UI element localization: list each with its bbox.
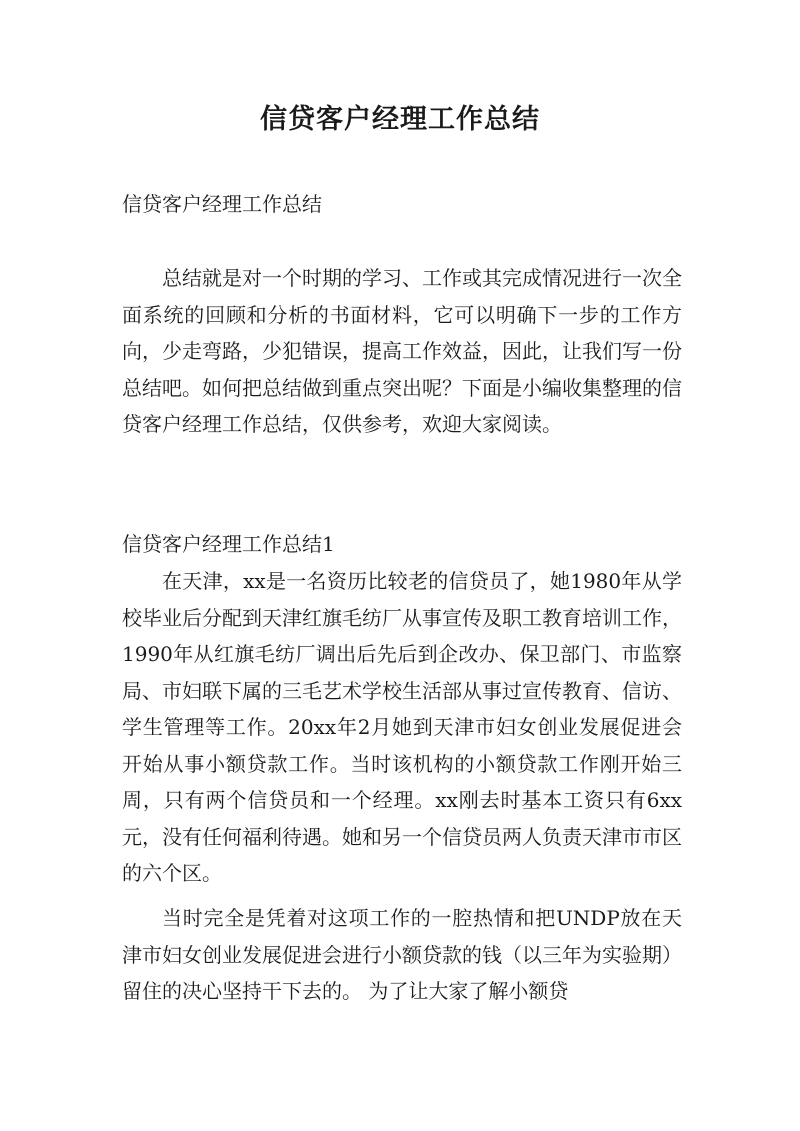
body-paragraph: 在天津，xx是一名资历比较老的信贷员了，她1980年从学校毕业后分配到天津红旗毛纺厂从事宣传及职工教育培训工作，1990年从红旗毛纺厂调出后先后到企改办、保卫部门、市监察局、市妇联下属的三毛艺术学校生活部从事过宣传教育、信访、学生管理等工作。20xx年2月她到天津市妇女创业发展促进会开始从事小额贷款工作。当时该机构的小额贷款工作刚开始三周，只有两个信贷员和一个经理。xx刚去时基本工资只有6xx元，没有任何福利待遇。她和另一个信贷员两人负责天津市市区的六个区。 xyxy=(122,569,682,885)
document-title: 信贷客户经理工作总结 xyxy=(260,104,540,135)
intro-paragraph: 总结就是对一个时期的学习、工作或其完成情况进行一次全面系统的回顾和分析的书面材料，它可以明确下一步的工作方向，少走弯路，少犯错误，提高工作效益，因此，让我们写一份总结吧。如何把总结做到重点突出呢？下面是小编收集整理的信贷客户经理工作总结，仅供参考，欢迎大家阅读。 xyxy=(122,266,682,436)
document-subtitle: 信贷客户经理工作总结 xyxy=(122,192,322,216)
body-paragraph: 当时完全是凭着对这项工作的一腔热情和把UNDP放在天津市妇女创业发展促进会进行小额贷款的钱（以三年为实验期）留住的决心坚持干下去的。 为了让大家了解小额贷 xyxy=(122,906,682,1003)
section-heading: 信贷客户经理工作总结1 xyxy=(122,532,335,556)
